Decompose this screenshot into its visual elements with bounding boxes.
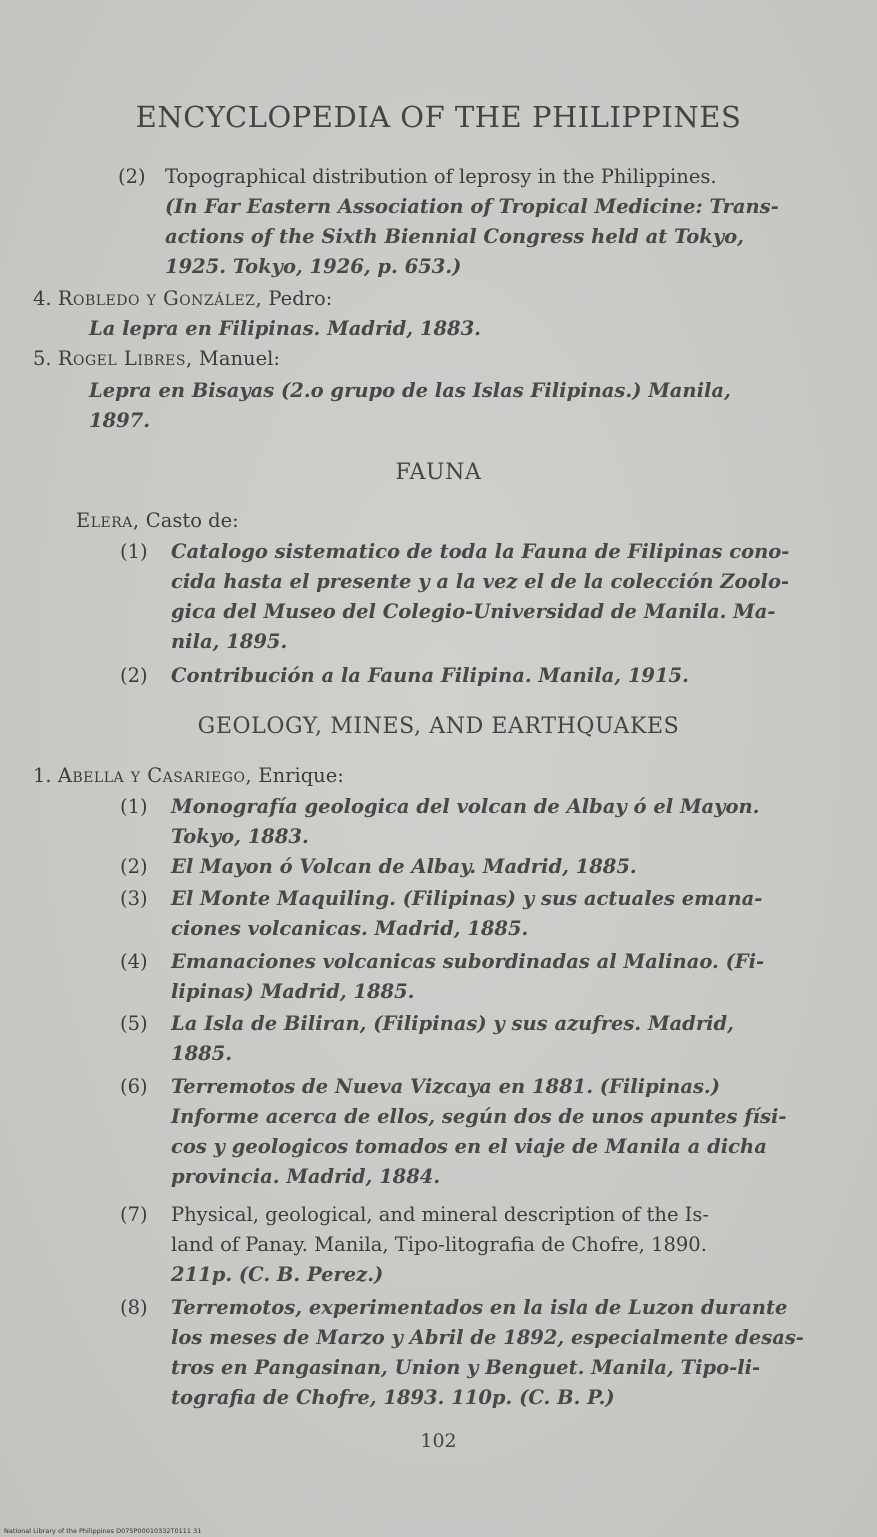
page-number: 102 <box>420 1430 457 1452</box>
entry-line: Monografía geologica del volcan de Albay ó el Mayon. <box>171 795 760 818</box>
entry-line: Physical, geological, and mineral description of the Is- <box>171 1203 709 1226</box>
geology-item-4 <box>171 947 764 1007</box>
entry-line: provincia. Madrid, 1884. <box>171 1165 441 1188</box>
fauna-item-1 <box>171 537 826 657</box>
entry-top-number: (2) <box>118 165 146 188</box>
entry-line: El Monte Maquiling. (Filipinas) y sus actuales emana- <box>171 887 763 910</box>
entry-line: land of Panay. Manila, Tipo-litografia de Chofre, 1890. <box>171 1233 707 1256</box>
entry-5 <box>33 344 280 374</box>
geology-item-number: (6) <box>120 1075 148 1098</box>
entry-line: Emanaciones volcanicas subordinadas al Malinao. (Fi- <box>171 950 765 973</box>
entry-top-text <box>165 162 825 282</box>
entry-5-title <box>89 376 825 436</box>
entry-line: actions of the Sixth Biennial Congress held at Tokyo, <box>165 225 744 248</box>
entry-4-title: La lepra en Filipinas. Madrid, 1883. <box>89 317 481 340</box>
author-given: Casto de: <box>139 509 239 532</box>
entry-line: 1925. Tokyo, 1926, p. 653.) <box>165 255 462 278</box>
geology-item-3 <box>171 884 762 944</box>
entry-number: 4. <box>33 287 52 310</box>
author-given: Enrique: <box>252 764 344 787</box>
author-name: Rogel Libres, <box>57 347 193 370</box>
fauna-item-number: (2) <box>120 664 148 687</box>
entry-line: Informe acerca de ellos, según dos de unos apuntes físi- <box>171 1105 787 1128</box>
entry-line: tros en Pangasinan, Union y Benguet. Manila, Tipo-li- <box>171 1356 761 1379</box>
entry-4 <box>33 284 332 314</box>
entry-line: nila, 1895. <box>171 630 288 653</box>
geology-item-number: (7) <box>120 1203 148 1226</box>
entry-line: ciones volcanicas. Madrid, 1885. <box>171 917 529 940</box>
geology-item-2 <box>171 852 637 882</box>
entry-line: Topographical distribution of leprosy in the Philippines. <box>165 165 717 188</box>
entry-line: lipinas) Madrid, 1885. <box>171 980 415 1003</box>
section-title-fauna: FAUNA <box>395 460 482 485</box>
entry-number: 1. <box>33 764 52 787</box>
entry-line: los meses de Marzo y Abril de 1892, especialmente desas- <box>171 1326 804 1349</box>
entry-line: cos y geologicos tomados en el viaje de Manila a dicha <box>171 1135 767 1158</box>
entry-line: Terremotos, experimentados en la isla de Luzon durante <box>171 1296 788 1319</box>
geology-item-number: (4) <box>120 950 148 973</box>
section-title-geology: GEOLOGY, MINES, AND EARTHQUAKES <box>197 714 680 739</box>
entry-line: Terremotos de Nueva Vizcaya en 1881. (Filipinas.) <box>171 1075 720 1098</box>
entry-line: El Mayon ó Volcan de Albay. Madrid, 1885. <box>171 855 637 878</box>
geology-item-5 <box>171 1009 734 1069</box>
entry-line: tografia de Chofre, 1893. 110p. (C. B. P.) <box>171 1386 615 1409</box>
library-footer-note: National Library of the Philippines D075P00010332T0111 31 <box>4 1527 202 1535</box>
geology-item-number: (2) <box>120 855 148 878</box>
author-name: Abella y Casariego, <box>57 764 253 787</box>
author-name: Robledo y González, <box>57 287 263 310</box>
geology-author <box>33 761 344 791</box>
entry-line: 1897. <box>89 409 151 432</box>
entry-line: Catalogo sistematico de toda la Fauna de Filipinas cono- <box>171 540 790 563</box>
fauna-item-2 <box>171 661 689 691</box>
entry-line: gica del Museo del Colegio-Universidad de Manila. Ma- <box>171 600 776 623</box>
entry-line: 1885. <box>171 1042 233 1065</box>
author-name: Elera, <box>76 509 140 532</box>
geology-item-number: (1) <box>120 795 148 818</box>
geology-item-8 <box>171 1293 804 1413</box>
geology-item-number: (8) <box>120 1296 148 1319</box>
entry-line: Tokyo, 1883. <box>171 825 309 848</box>
geology-item-number: (5) <box>120 1012 148 1035</box>
fauna-item-number: (1) <box>120 540 148 563</box>
fauna-author <box>76 506 239 536</box>
geology-item-1 <box>171 792 759 852</box>
geology-item-7 <box>171 1200 709 1290</box>
author-given: Manuel: <box>192 347 280 370</box>
author-given: Pedro: <box>262 287 333 310</box>
entry-line: cida hasta el presente y a la vez el de la colección Zoolo- <box>171 570 790 593</box>
page-header: ENCYCLOPEDIA OF THE PHILIPPINES <box>135 100 742 134</box>
entry-line: Contribución a la Fauna Filipina. Manila, 1915. <box>171 664 689 687</box>
entry-line: (In Far Eastern Association of Tropical Medicine: Trans- <box>165 195 779 218</box>
entry-line: La Isla de Biliran, (Filipinas) y sus azufres. Madrid, <box>171 1012 734 1035</box>
entry-line: 211p. (C. B. Perez.) <box>171 1263 384 1286</box>
geology-item-number: (3) <box>120 887 148 910</box>
entry-line: Lepra en Bisayas (2.o grupo de las Islas Filipinas.) Manila, <box>89 379 731 402</box>
geology-item-6 <box>171 1072 787 1192</box>
entry-number: 5. <box>33 347 52 370</box>
